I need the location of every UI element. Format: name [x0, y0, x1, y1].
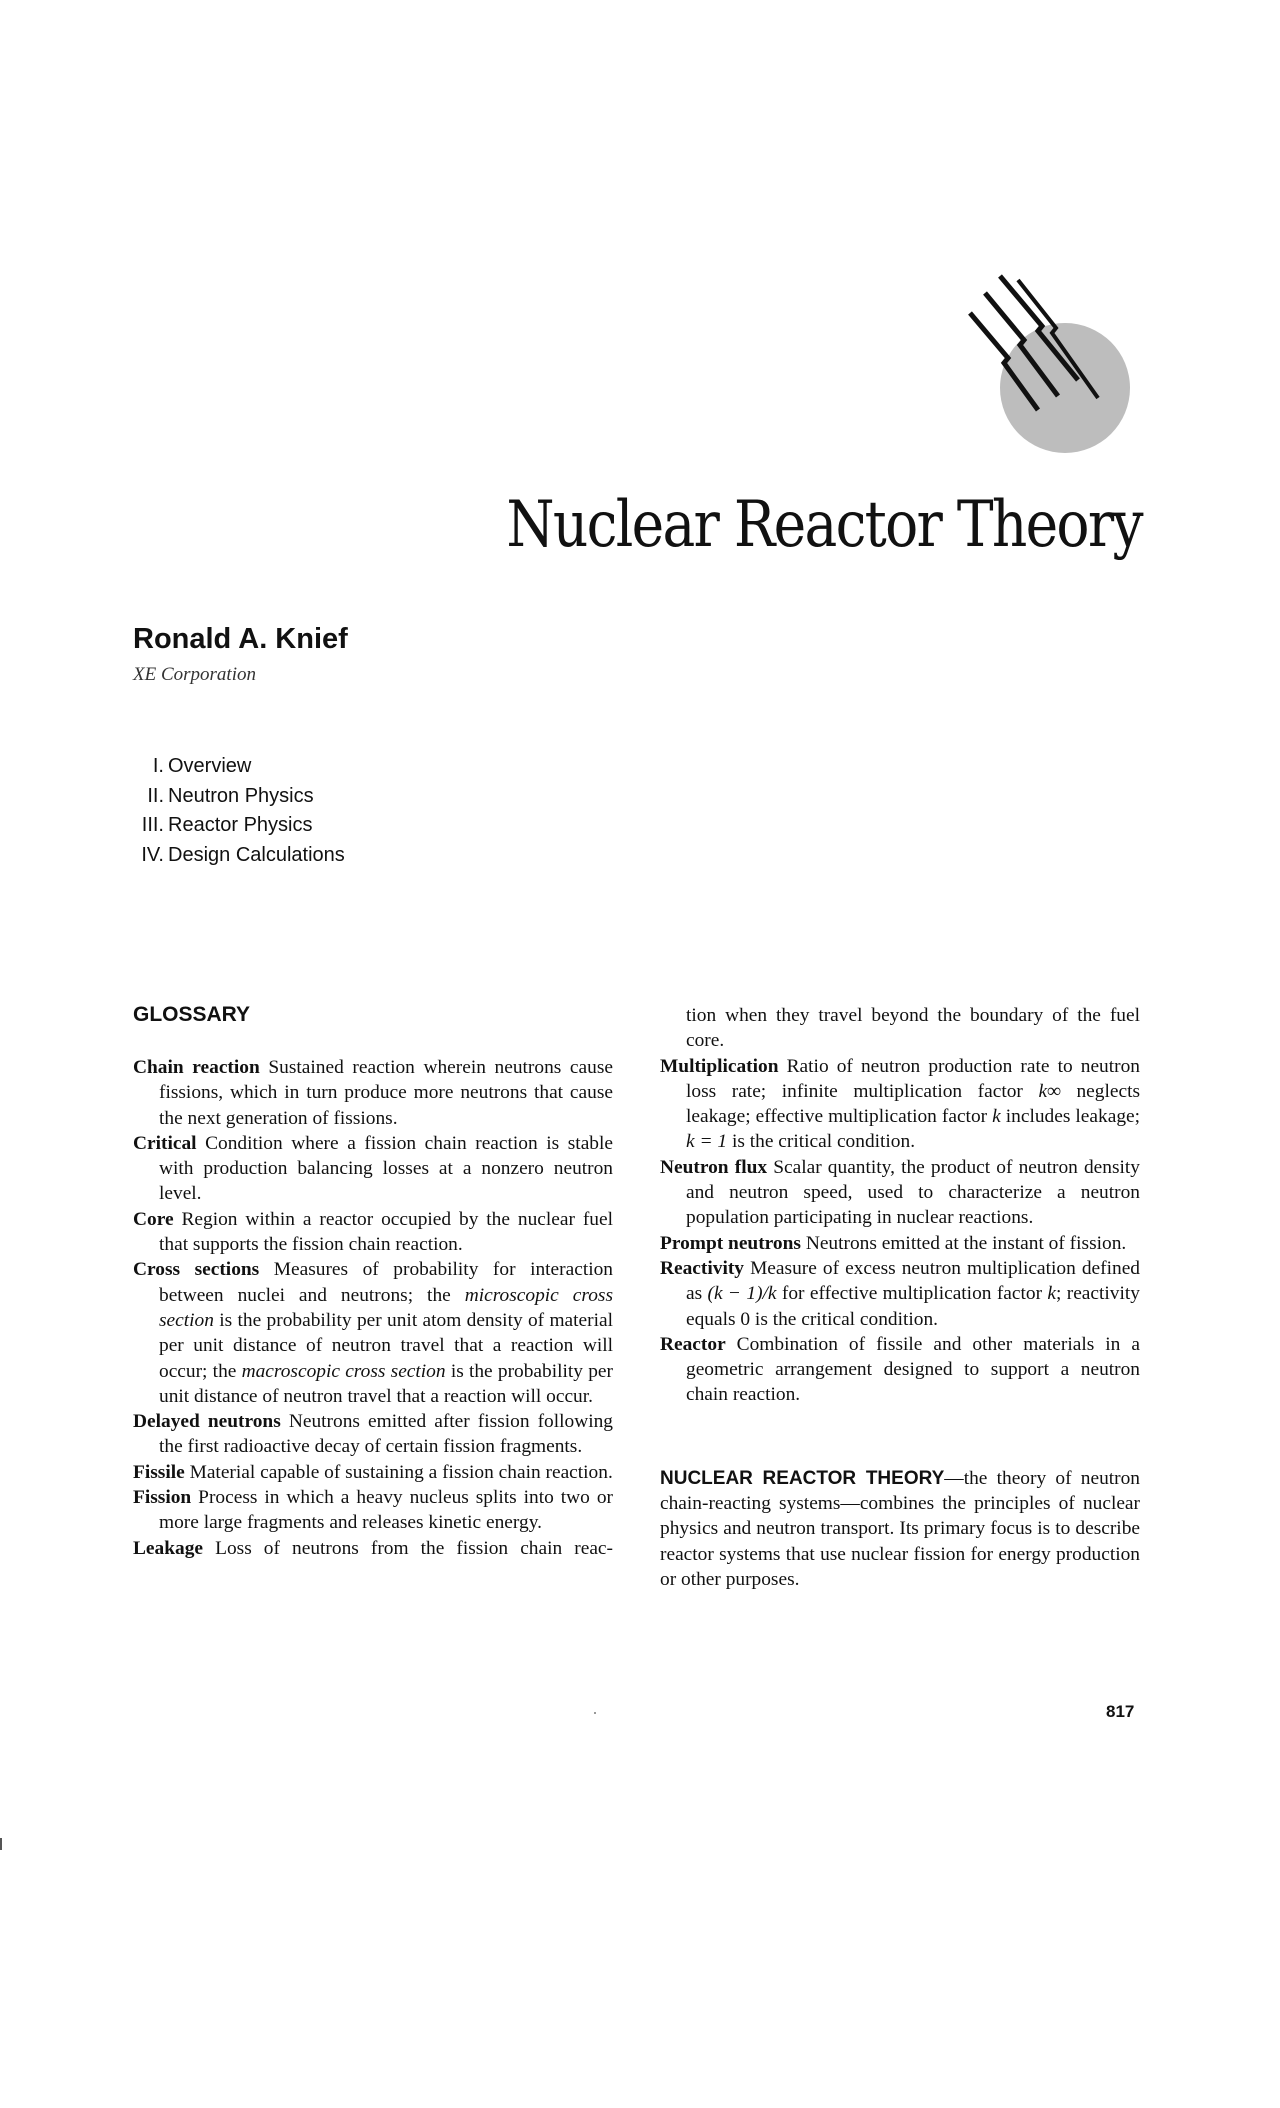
toc-number: III.: [141, 814, 164, 836]
glossary-entry-fission: [133, 1485, 613, 1536]
glossary-definition: Measures of probability for interaction between nuclei and neutrons; the: [159, 1259, 613, 1306]
glossary-entry-multiplication: [660, 1054, 1140, 1155]
page-number: 817: [1106, 1702, 1135, 1721]
author-affiliation: XE Corporation: [133, 664, 256, 685]
glossary-term: Core: [133, 1208, 174, 1230]
toc-label: Overview: [168, 755, 252, 777]
glossary-definition: Combination of fissile and other materials in a geometric arrangement designed to support a neutron chain reaction.: [686, 1333, 1140, 1406]
toc-number: II.: [147, 784, 164, 807]
intro-heading: NUCLEAR REACTOR THEORY: [660, 1467, 945, 1489]
glossary-definition: Measure of excess neutron multiplication defined as: [686, 1257, 1140, 1305]
article-title: Nuclear Reactor Theory: [506, 488, 1142, 562]
toc-item[interactable]: [116, 811, 345, 841]
glossary-definition: Loss of neutrons from the fission chain reac-: [215, 1537, 613, 1559]
glossary-definition: includes leakage;: [1005, 1106, 1141, 1128]
toc-label: Design Calculations: [168, 843, 345, 866]
right-column: [660, 1003, 1140, 1592]
glossary-term: Cross sections: [133, 1259, 260, 1281]
glossary-definition: neglects leakage; effective multiplication factor: [686, 1080, 1141, 1128]
glossary-definition: Scalar quantity, the product of neutron density and neutron speed, used to characterize a neutron population participating in nuclear reactions.: [686, 1156, 1140, 1229]
glossary-entry-reactivity: [660, 1256, 1140, 1332]
math-k-equals-one: k = 1: [686, 1131, 728, 1153]
glossary-emphasis: microscopic cross section: [159, 1284, 613, 1331]
glossary-definition: ; reactivity equals 0 is the critical condition.: [686, 1283, 1140, 1330]
author-name: Ronald A. Knief: [133, 623, 348, 655]
glossary-definition: is the probability per unit distance of neutron travel that a reaction will occur.: [159, 1360, 613, 1407]
stray-dot: [594, 1712, 596, 1714]
glossary-definition-continued: tion when they travel beyond the boundary of the fuel core.: [686, 1005, 1140, 1052]
glossary-entry-core: [133, 1207, 613, 1258]
glossary-heading: GLOSSARY: [133, 1003, 251, 1026]
glossary-term: Fission: [133, 1487, 192, 1509]
margin-mark: [0, 1838, 2, 1850]
glossary-definition: Sustained reaction wherein neutrons cause fissions, which in turn produce more neutrons that cause the next generation of fissions.: [159, 1057, 613, 1129]
glossary-entry-prompt-neutrons: [660, 1231, 1140, 1256]
glossary-entry-reactor: [660, 1332, 1140, 1408]
math-reactivity-formula: (k − 1)/k: [707, 1283, 777, 1305]
glossary-term: Leakage: [133, 1537, 204, 1559]
glossary-term: Fissile: [133, 1461, 185, 1483]
glossary-emphasis: macroscopic cross section: [241, 1360, 446, 1382]
glossary-entry-neutron-flux: [660, 1155, 1140, 1231]
toc-number: I.: [152, 755, 164, 777]
glossary-entry-delayed-neutrons: [133, 1409, 613, 1460]
glossary-definition: Material capable of sustaining a fission chain reaction.: [189, 1461, 613, 1483]
math-k: k: [992, 1106, 1001, 1128]
left-column: [133, 1000, 613, 1561]
lightning-bolts-over-circle-icon: [960, 268, 1140, 468]
glossary-term: Prompt neutrons: [660, 1232, 801, 1254]
glossary-entry-chain-reaction: [133, 1055, 613, 1131]
toc-item[interactable]: [116, 782, 345, 812]
glossary-definition: Process in which a heavy nucleus splits into two or more large fragments and releases kinetic energy.: [159, 1487, 613, 1534]
glossary-definition: Neutrons emitted at the instant of fission.: [805, 1232, 1127, 1254]
glossary-entry-cross-sections: [133, 1257, 613, 1409]
glossary-definition: is the probability per unit atom density of material per unit distance of neutron travel that a reaction will occur; the: [159, 1309, 613, 1382]
table-of-contents: [116, 752, 345, 870]
glossary-term: Multiplication: [660, 1055, 779, 1077]
glossary-definition: for effective multiplication factor: [781, 1283, 1043, 1305]
glossary-term: Delayed neutrons: [133, 1411, 281, 1433]
glossary-entry-critical: [133, 1131, 613, 1207]
glossary-definition: Neutrons emitted after fission following the first radioactive decay of certain fission fragments.: [159, 1411, 613, 1458]
toc-label: Neutron Physics: [168, 784, 314, 807]
glossary-definition: Ratio of neutron production rate to neutron loss rate; infinite multiplication factor: [686, 1055, 1140, 1102]
toc-item[interactable]: [116, 752, 345, 782]
intro-paragraph: [660, 1466, 1140, 1592]
glossary-term: Neutron flux: [660, 1156, 768, 1178]
glossary-definition: Condition where a fission chain reaction is stable with production balancing losses at a nonzero neutron level.: [159, 1132, 613, 1205]
math-k-infinity: k∞: [1038, 1080, 1061, 1102]
glossary-entry-leakage: [133, 1536, 613, 1561]
toc-item[interactable]: [116, 841, 345, 871]
toc-label: Reactor Physics: [168, 814, 313, 836]
toc-number: IV.: [141, 843, 164, 866]
glossary-term: Reactor: [660, 1333, 726, 1355]
glossary-term: Critical: [133, 1132, 197, 1154]
glossary-definition: is the critical condition.: [731, 1131, 916, 1153]
glossary-definition: Region within a reactor occupied by the nuclear fuel that supports the fission chain reaction.: [159, 1208, 613, 1256]
glossary-entry-fissile: [133, 1460, 613, 1485]
math-k: k: [1047, 1283, 1056, 1305]
intro-text: —the theory of neutron chain-reacting systems—combines the principles of nuclear physics and neutron transport. Its primary focus is to describe reactor systems that use nuclear fission for energy production or other purposes.: [660, 1467, 1141, 1590]
glossary-term: Chain reaction: [133, 1057, 260, 1078]
glossary-term: Reactivity: [660, 1257, 744, 1279]
